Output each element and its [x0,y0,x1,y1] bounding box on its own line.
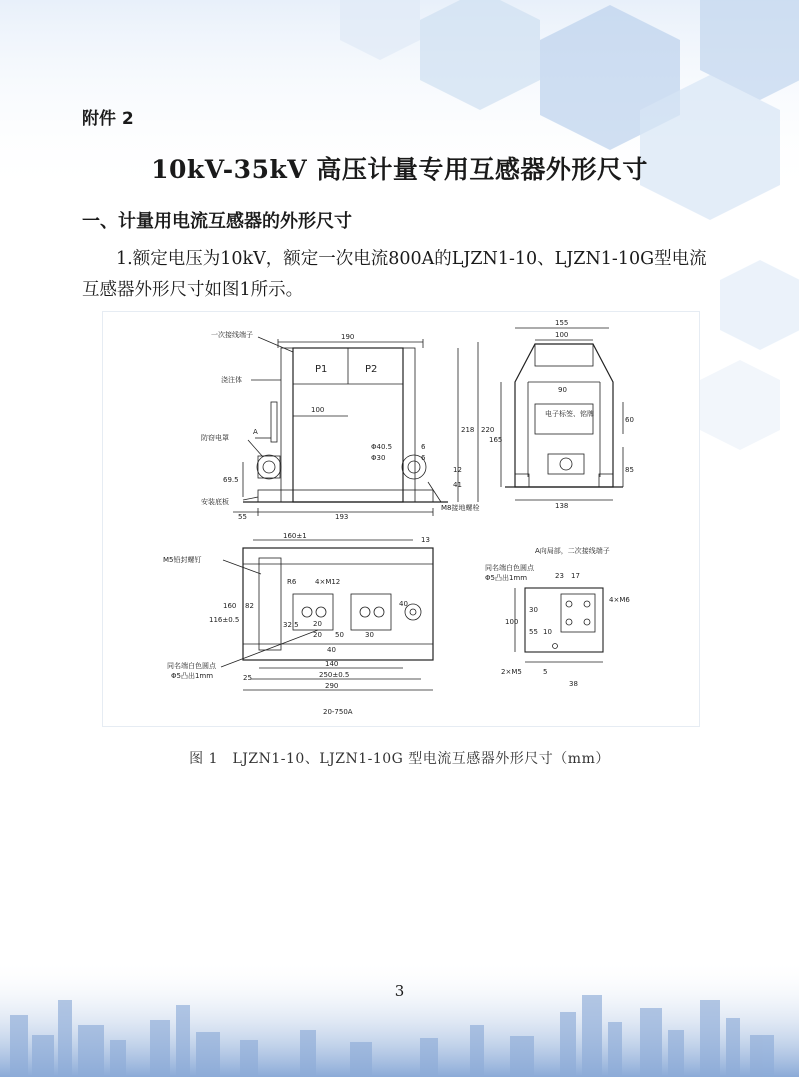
dim-side-155: 155 [555,319,569,327]
dim-front-30: Φ30 [371,454,386,462]
dim-top-40: 40 [327,646,336,654]
dim-a-38: 38 [569,680,578,688]
dim-top-20b: 20 [313,631,322,639]
dim-side-100: 100 [555,331,569,339]
label-casting-body: 浇注体 [221,376,242,384]
dim-front-69: 69.5 [223,476,239,484]
dim-front-bottom: 193 [335,513,349,521]
dim-top-290: 290 [325,682,339,690]
dim-a-10: 10 [543,628,552,636]
label-seal-screw: M5铅封螺钉 [163,556,202,564]
dim-front-inner: 100 [311,406,325,414]
label-mounting-base: 安装底板 [201,498,229,506]
dim-top-r6: R6 [287,578,297,586]
dim-top-160v: 160 [223,602,237,610]
section-heading: 一、计量用电流互感器的外形尺寸 [82,211,352,232]
label-same-name-mark-2: 同名端白色圆点 [485,564,534,572]
dim-top-140: 140 [325,660,339,668]
label-same-name-mark: 同名端白色圆点 [167,662,216,670]
label-nameplate: 电子标签、铭牌 [545,410,594,418]
dim-front-top: 190 [341,333,355,341]
label-p1: P1 [315,364,328,375]
dim-side-85: 85 [625,466,634,474]
dim-side-165: 165 [489,436,503,444]
dim-front-h2: 220 [481,426,495,434]
dim-top-30: 30 [365,631,374,639]
front-view [201,330,494,521]
body-paragraph: 1.额定电压为10kV，额定一次电流800A的LJZN1-10、LJZN1-10G型电流互感器外形尺寸如图1所示。 [82,249,707,300]
label-a-view: A向局部，二次接线端子 [535,547,610,555]
label-p2: P2 [365,364,378,375]
dim-top-25: 25 [243,674,252,682]
dim-top-13: 13 [421,536,430,544]
dim-top-m12: 4×M12 [315,578,341,586]
dim-top-40v: 40 [399,600,408,608]
dim-side-138: 138 [555,502,569,510]
side-view [489,319,634,510]
dim-front-12: 12 [453,466,462,474]
dim-a-23: 23 [555,572,564,580]
dim-top-116: 116±0.5 [209,616,240,624]
technical-drawing [102,311,700,727]
dim-front-41: 41 [453,481,462,489]
dim-top-20a: 20 [313,620,322,628]
dim-front-6b: 6 [421,454,426,462]
dim-top-50: 50 [335,631,344,639]
dim-top-250: 250±0.5 [319,671,350,679]
dim-a-30: 30 [529,606,538,614]
dim-front-40: Φ40.5 [371,443,393,451]
dim-a-55: 55 [529,628,538,636]
dim-a-5: 5 [543,668,548,676]
label-primary-terminal: 一次接线端子 [211,331,253,339]
page-number: 3 [394,982,405,1000]
dim-front-h1: 218 [461,426,475,434]
dim-side-90: 90 [558,386,567,394]
a-view-detail [485,546,630,688]
label-ground-bolt: M8接地螺栓 [441,504,480,512]
label-dot-size: Φ5凸出1mm [171,672,214,680]
dim-top-160: 160±1 [283,532,307,540]
dim-top-325: 32.5 [283,621,299,629]
dim-front-6a: 6 [421,443,426,451]
label-a-arrow: A [253,428,258,436]
dim-a-m5: 2×M5 [501,668,522,676]
label-anti-theft-cover: 防窃电罩 [201,434,229,442]
label-dot-size-2: Φ5凸出1mm [485,574,528,582]
top-view [163,532,433,716]
dim-a-100: 100 [505,618,519,626]
attachment-label: 附件 2 [82,109,134,129]
dim-a-m6: 4×M6 [609,596,630,604]
dim-front-left: 55 [238,513,247,521]
dim-a-17: 17 [571,572,580,580]
dim-side-60: 60 [625,416,634,424]
label-model-code: 20-750A [323,708,353,716]
figure-caption: 图 1 LJZN1-10、LJZN1-10G 型电流互感器外形尺寸（mm） [189,751,610,767]
dim-top-82: 82 [245,602,254,610]
document-title: 10kV-35kV 高压计量专用互感器外形尺寸 [151,155,648,184]
